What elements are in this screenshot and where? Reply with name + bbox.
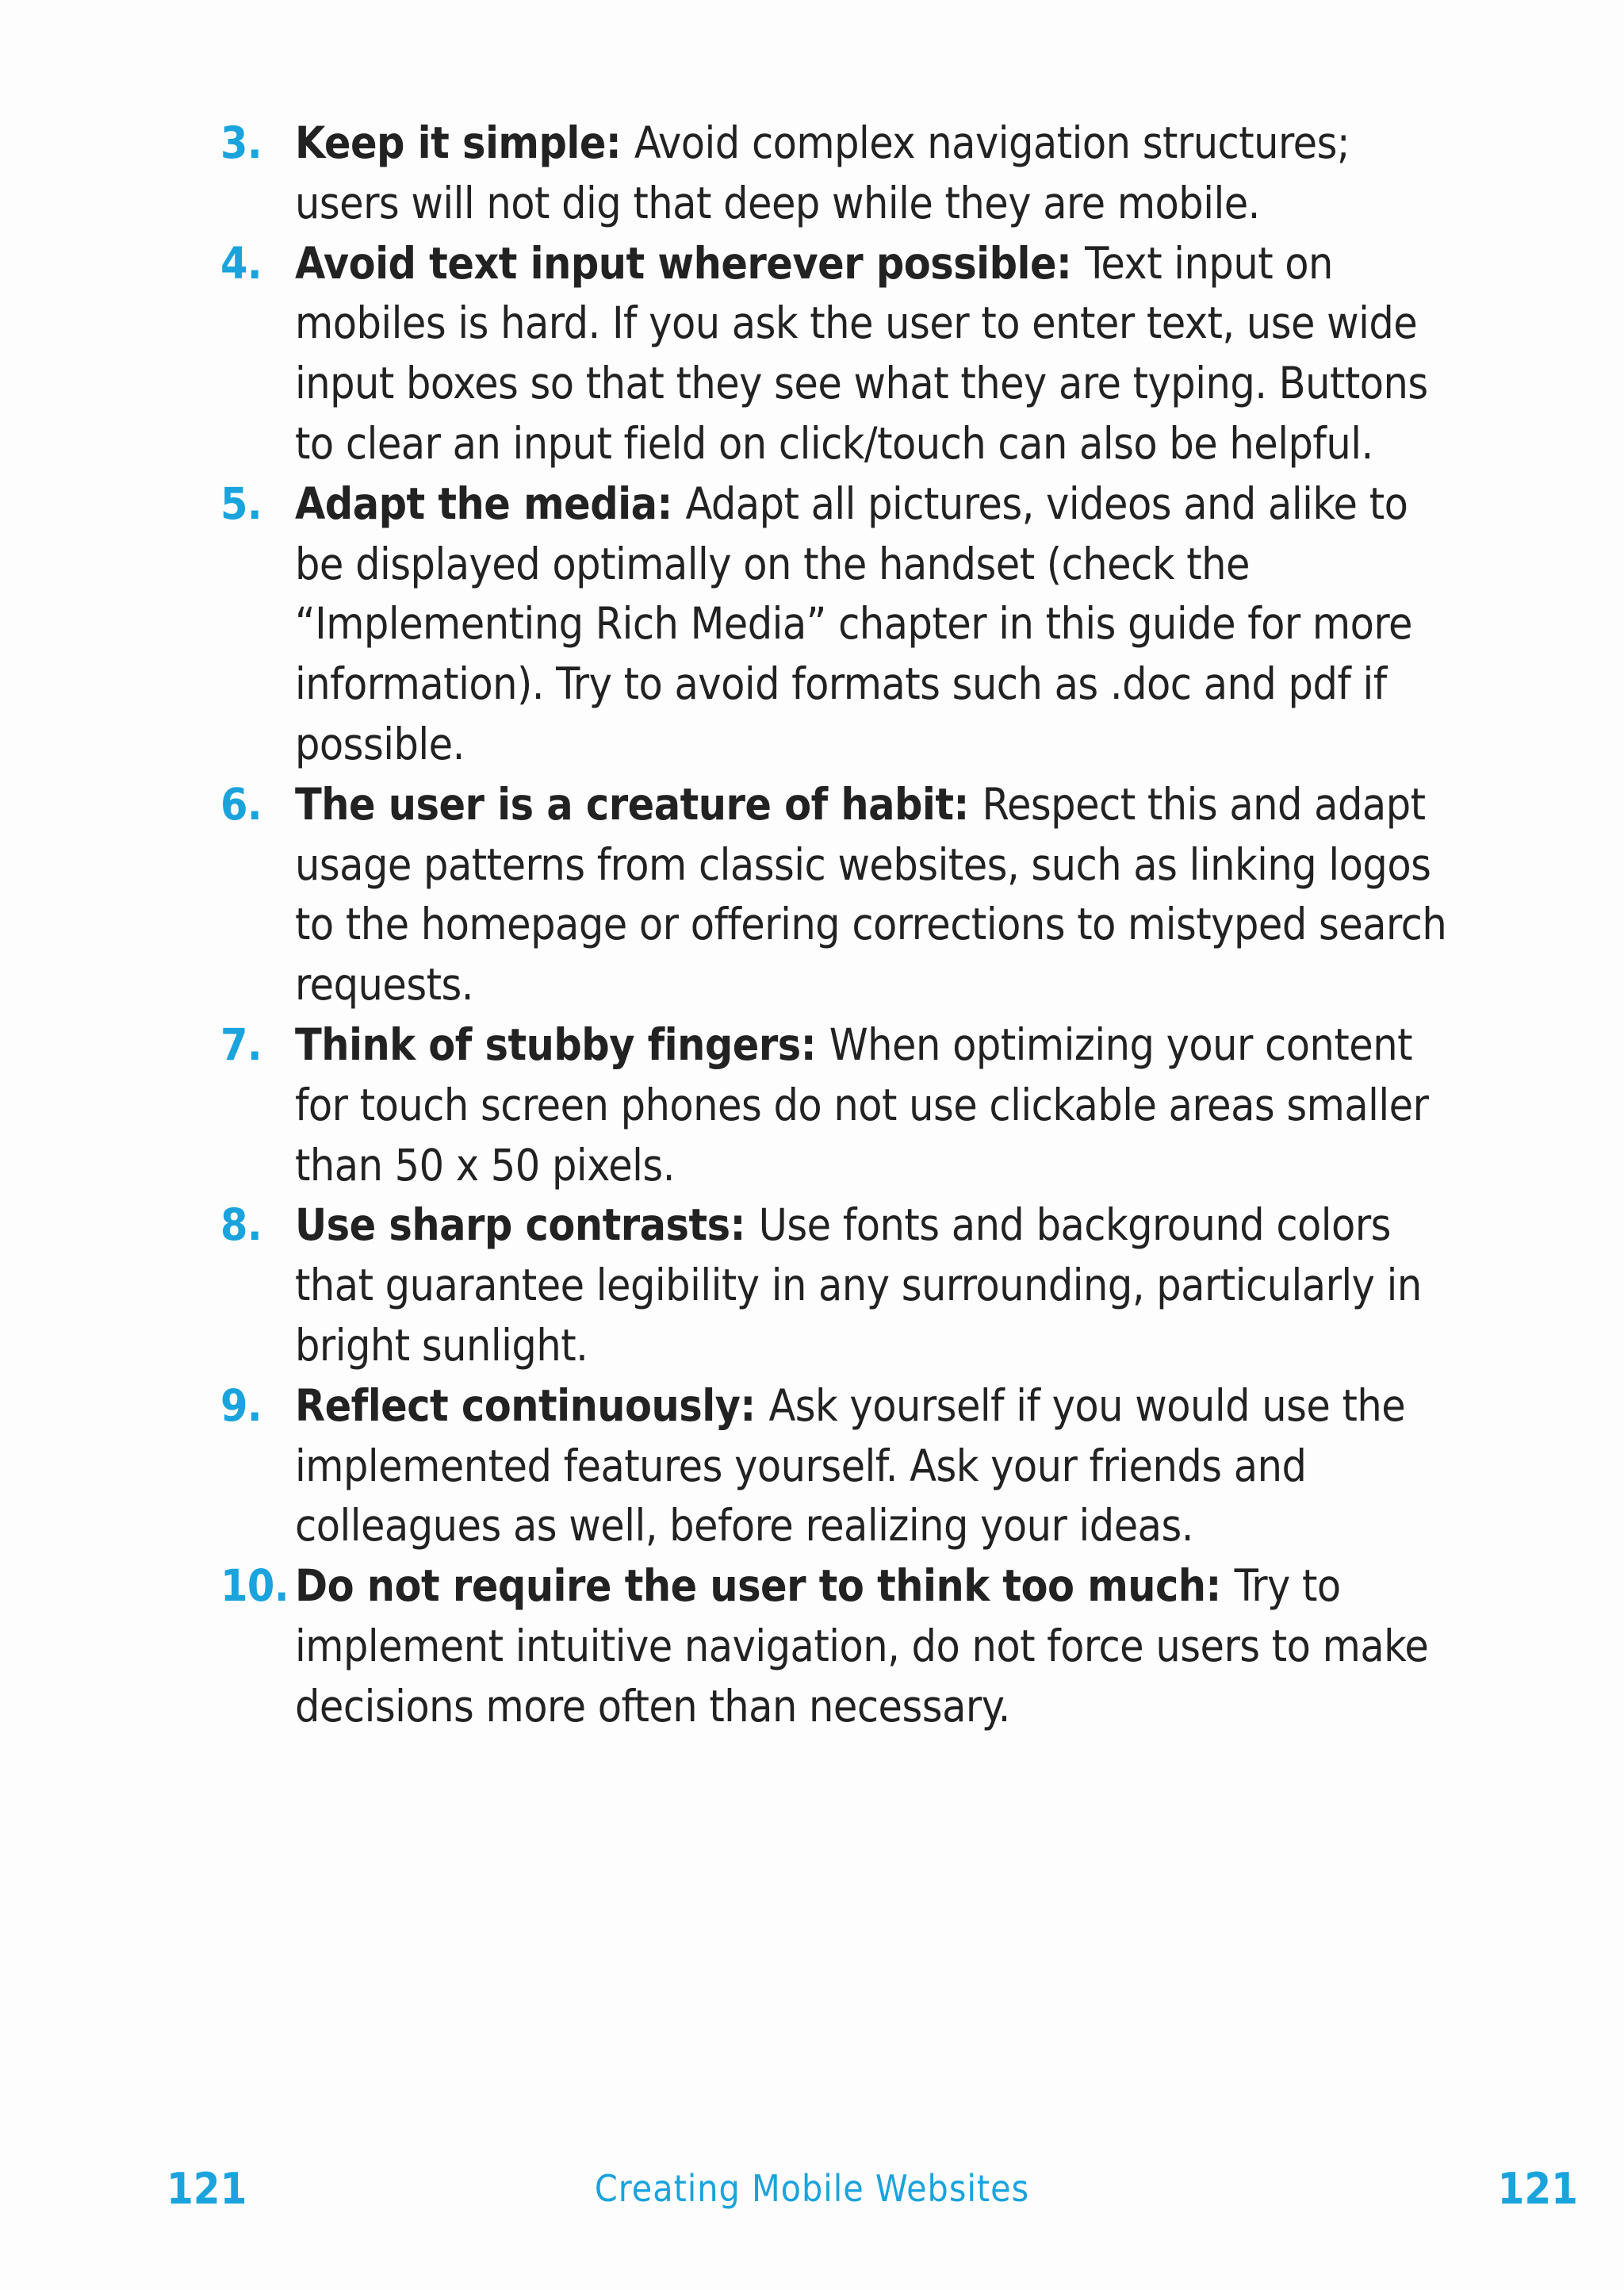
item-text: Use fonts and background colors that guarantee legibility in any surrounding, particularly in bright sunlight. [295, 1199, 1422, 1371]
list-item [220, 775, 1457, 1015]
item-title: Adapt the media: [295, 478, 686, 529]
item-number: 8. [220, 1199, 262, 1251]
list-item [220, 1376, 1457, 1556]
item-text: When optimizing your content for touch screen phones do not use clickable areas smaller than 50 x 50 pixels. [295, 1018, 1429, 1191]
item-text: Avoid complex navigation structures; users will not dig that deep while they are mobile. [295, 117, 1350, 228]
item-number: 7. [220, 1018, 262, 1070]
page-number-right: 121 [1497, 2164, 1578, 2214]
item-text: Text input on mobiles is hard. If you ask the user to enter text, use wide input boxes so that they see what they are typing. Buttons to clear an input field on click/touch can also be helpful. [295, 237, 1428, 469]
item-title: The user is a creature of habit: [295, 778, 982, 830]
item-text: Ask yourself if you would use the implemented features yourself. Ask your friends and colleagues as well, before realizing your ideas. [295, 1379, 1406, 1552]
page-number-left: 121 [167, 2164, 247, 2214]
list-item [220, 113, 1457, 234]
item-number: 10. [220, 1560, 289, 1612]
item-number: 3. [220, 117, 262, 168]
item-number: 6. [220, 778, 262, 830]
page-footer [0, 2164, 1624, 2227]
item-number: 4. [220, 237, 262, 289]
item-title: Avoid text input wherever possible: [295, 237, 1086, 289]
list-item [220, 474, 1457, 775]
list-item [220, 234, 1457, 474]
list-item [220, 1195, 1457, 1375]
item-text: Try to implement intuitive navigation, do not force users to make decisions more often than necessary. [295, 1560, 1429, 1732]
item-title: Think of stubby fingers: [295, 1018, 829, 1070]
item-number: 9. [220, 1379, 262, 1431]
item-text: Adapt all pictures, videos and alike to be displayed optimally on the handset (check the “Implementing Rich Media” chapter in this guide for more information). Try to avoid formats such as .doc and pdf if possible. [295, 478, 1412, 769]
item-title: Do not require the user to think too much: [295, 1560, 1235, 1612]
item-title: Use sharp contrasts: [295, 1199, 759, 1251]
item-number: 5. [220, 478, 262, 529]
list-item [220, 1015, 1457, 1195]
item-text: Respect this and adapt usage patterns from classic websites, such as linking logos to the homepage or offering corrections to mistyped search requests. [295, 778, 1447, 1011]
item-title: Reflect continuously: [295, 1379, 769, 1431]
list-item [220, 1556, 1457, 1736]
tips-list [220, 113, 1457, 1737]
item-title: Keep it simple: [295, 117, 634, 168]
running-title: Creating Mobile Websites [594, 2167, 1030, 2210]
